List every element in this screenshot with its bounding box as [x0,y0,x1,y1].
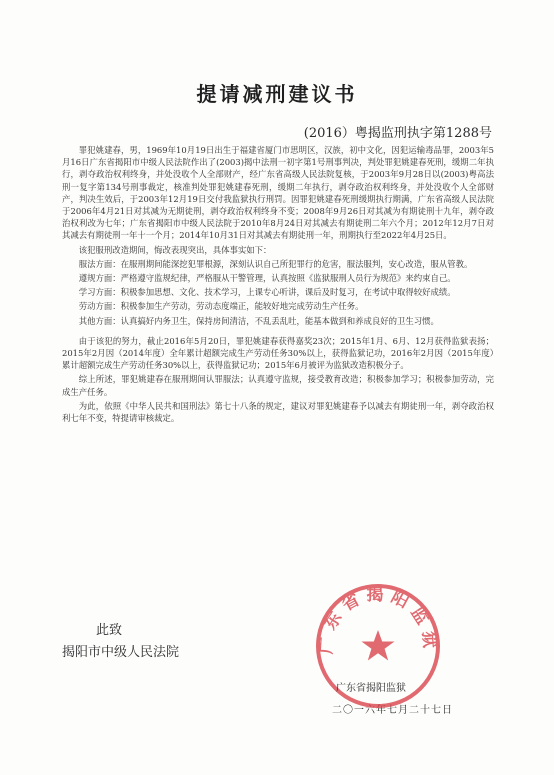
svg-text:广东省揭阳监狱: 广东省揭阳监狱 [316,585,440,655]
document-number: (2016）粤揭监刑执字第1288号 [303,126,492,141]
paragraph-background: 罪犯姚建春，男，1969年10月19日出生于福建省厦门市思明区，汉族，初中文化，因犯运输毒品罪，2003年5月16日广东省揭阳市中级人民法院作出了(2003)揭中法刑一初字第1号刑事判决，判处罪犯姚建春死刑，缓期二年执行，剥夺政治权利终身，并处没收个人全部财产，经广东省高级人民法院复核，于2003年9月28日以(2003)粤高法刑一复字第134号刑事裁定，核准判处罪犯姚建春死刑，缓期二年执行，剥夺政治权利终身，并处没收个人全部财产，判决生效后，于2003年12月19日交付我监狱执行刑罚。因罪犯姚建春死刑缓期执行期满，广东省高级人民法院于2006年4月21日对其减为无期徒刑，剥夺政治权利终身不变；2008年9月26日对其减为有期徒刑十九年，剥夺政治权利改为七年；广东省揭阳市中级人民法院于2010年8月24日对其减去有期徒刑二年六个月；2012年12月7日对其减去有期徒刑一年十一个月；2014年10月31日对其减去有期徒刑一年，刑期执行至2022年4月25日。 [62,145,494,241]
paragraph-xuexi: 学习方面：积极参加思想、文化、技术学习，上课专心听讲，课后及时复习，在考试中取得较好成绩。 [78,287,456,298]
closing-block [62,620,179,664]
paragraph-fufa: 服法方面：在服刑期间能深挖犯罪根源，深刻认识自己所犯罪行的危害，服法服判，安心改造，服从管教。 [78,258,473,269]
document-title: 提请减刑建议书 [196,82,358,106]
paragraph-qita: 其他方面：认真搞好内务卫生，保持房间清洁，不乱丢乱吐，能基本做到和养成良好的卫生习惯。 [78,315,439,326]
paragraph-awards: 由于该犯的努力，截止2016年5月20日，罪犯姚建春获得嘉奖23次；2015年1月、6月、12月获得监狱表扬；2015年2月因（2014年度）全年累计超额完成生产劳动任务30%以上，获得监狱记功，2016年2月因（2015年度）累计超额完成生产劳动任务30%以上，获得监狱记功；2015年6月被评为监狱改造积极分子。 [62,335,494,371]
paragraph-zungui: 遵规方面：严格遵守监规纪律，严格服从干警管理，认真按照《监狱服刑人员行为规范》来约束自己。 [78,273,456,284]
document-date: 二〇一六年七月二十七日 [332,705,453,716]
paragraph-intro: 该犯服刑改造期间，悔改表现突出，具体事实如下： [78,244,272,255]
paragraph-laodong: 劳动方面：积极参加生产劳动，劳动态度端正，能较好地完成劳动生产任务。 [78,301,364,312]
paragraph-summary: 综上所述，罪犯姚建春在服刑期间认罪服法；认真遵守监规，接受教育改造；积极参加学习；积极参加劳动，完成生产任务。 [62,374,494,397]
signer-name: 广东省揭阳监狱 [336,683,406,694]
document-body [62,144,494,426]
paragraph-recommendation: 为此，依照《中华人民共和国刑法》第七十八条的规定，建议对罪犯姚建春予以减去有期徒刑一年，剥夺政治权利七年不变，特提请审核裁定。 [62,400,494,424]
closing-salutation: 此致 [96,623,123,638]
recipient-court: 揭阳市中级人民法院 [62,645,180,660]
